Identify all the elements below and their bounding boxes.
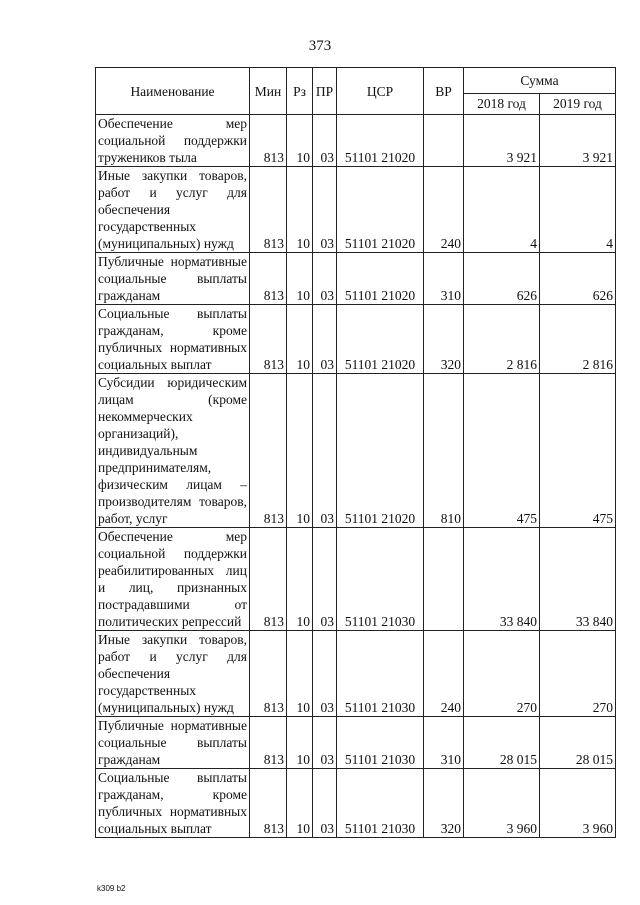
header-pr: ПР	[313, 68, 337, 115]
row-name: Обеспечение мер социальной поддержки тружеников тыла	[96, 115, 250, 167]
row-2018: 475	[464, 374, 540, 528]
row-pr: 03	[313, 167, 337, 253]
table-row	[96, 115, 616, 167]
row-name: Обеспечение мер социальной поддержки реабилитированных лиц и лиц, признанных пострадавшими от политических репрессий	[96, 528, 250, 631]
row-vr: 240	[424, 631, 464, 717]
row-2019: 3 960	[540, 769, 616, 838]
row-csr: 51101 21020	[337, 167, 424, 253]
row-min: 813	[250, 374, 287, 528]
row-min: 813	[250, 528, 287, 631]
row-2018: 270	[464, 631, 540, 717]
table-row	[96, 253, 616, 305]
row-rz: 10	[287, 253, 313, 305]
row-csr: 51101 21020	[337, 115, 424, 167]
row-pr: 03	[313, 717, 337, 769]
row-vr: 320	[424, 305, 464, 374]
row-vr	[424, 115, 464, 167]
row-rz: 10	[287, 631, 313, 717]
table-row	[96, 631, 616, 717]
row-name: Субсидии юридическим лицам (кроме некоммерческих организаций), индивидуальным предпринимателям, физическим лицам – производителям товаров, работ, услуг	[96, 374, 250, 528]
row-min: 813	[250, 115, 287, 167]
header-year-2019: 2019 год	[540, 93, 616, 114]
row-2019: 2 816	[540, 305, 616, 374]
header-vr: ВР	[424, 68, 464, 115]
row-2018: 3 921	[464, 115, 540, 167]
row-name: Социальные выплаты гражданам, кроме публичных нормативных социальных выплат	[96, 769, 250, 838]
row-csr: 51101 21030	[337, 769, 424, 838]
table-row	[96, 769, 616, 838]
page-number: 373	[308, 38, 332, 54]
row-csr: 51101 21020	[337, 305, 424, 374]
header-rz: Рз	[287, 68, 313, 115]
header-sum: Сумма	[464, 68, 616, 94]
row-rz: 10	[287, 769, 313, 838]
header-name: Наименование	[96, 68, 250, 115]
row-min: 813	[250, 253, 287, 305]
table-row	[96, 374, 616, 528]
row-2019: 33 840	[540, 528, 616, 631]
row-pr: 03	[313, 528, 337, 631]
row-csr: 51101 21030	[337, 717, 424, 769]
row-vr: 320	[424, 769, 464, 838]
row-pr: 03	[313, 115, 337, 167]
row-rz: 10	[287, 167, 313, 253]
row-vr: 310	[424, 253, 464, 305]
row-vr: 310	[424, 717, 464, 769]
row-2019: 270	[540, 631, 616, 717]
row-csr: 51101 21020	[337, 374, 424, 528]
row-2018: 28 015	[464, 717, 540, 769]
row-2018: 3 960	[464, 769, 540, 838]
row-rz: 10	[287, 374, 313, 528]
row-pr: 03	[313, 253, 337, 305]
row-min: 813	[250, 717, 287, 769]
budget-table	[95, 67, 616, 838]
row-2019: 626	[540, 253, 616, 305]
row-2019: 28 015	[540, 717, 616, 769]
row-min: 813	[250, 305, 287, 374]
header-csr: ЦСР	[337, 68, 424, 115]
row-2018: 2 816	[464, 305, 540, 374]
row-2018: 626	[464, 253, 540, 305]
row-rz: 10	[287, 528, 313, 631]
row-name: Публичные нормативные социальные выплаты гражданам	[96, 717, 250, 769]
row-2019: 475	[540, 374, 616, 528]
row-2018: 4	[464, 167, 540, 253]
row-name: Иные закупки товаров, работ и услуг для обеспечения государственных (муниципальных) нужд	[96, 631, 250, 717]
row-vr: 240	[424, 167, 464, 253]
row-rz: 10	[287, 115, 313, 167]
table-row	[96, 167, 616, 253]
table-row	[96, 528, 616, 631]
row-csr: 51101 21030	[337, 528, 424, 631]
row-2018: 33 840	[464, 528, 540, 631]
row-pr: 03	[313, 305, 337, 374]
footer-code: k309 b2	[97, 884, 126, 893]
row-name: Социальные выплаты гражданам, кроме публичных нормативных социальных выплат	[96, 305, 250, 374]
row-min: 813	[250, 167, 287, 253]
row-vr: 810	[424, 374, 464, 528]
row-pr: 03	[313, 769, 337, 838]
row-min: 813	[250, 631, 287, 717]
row-vr	[424, 528, 464, 631]
table-row	[96, 305, 616, 374]
header-min: Мин	[250, 68, 287, 115]
row-2019: 4	[540, 167, 616, 253]
header-year-2018: 2018 год	[464, 93, 540, 114]
row-csr: 51101 21030	[337, 631, 424, 717]
row-name: Иные закупки товаров, работ и услуг для обеспечения государственных (муниципальных) нужд	[96, 167, 250, 253]
row-2019: 3 921	[540, 115, 616, 167]
row-rz: 10	[287, 305, 313, 374]
row-min: 813	[250, 769, 287, 838]
row-csr: 51101 21020	[337, 253, 424, 305]
row-rz: 10	[287, 717, 313, 769]
row-pr: 03	[313, 631, 337, 717]
row-name: Публичные нормативные социальные выплаты гражданам	[96, 253, 250, 305]
table-row	[96, 717, 616, 769]
row-pr: 03	[313, 374, 337, 528]
